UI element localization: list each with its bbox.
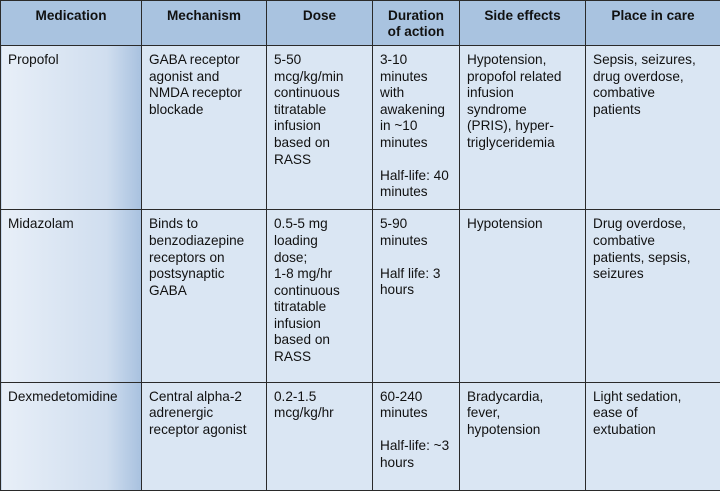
col-header-duration: Duration of action bbox=[373, 1, 460, 46]
side-effects-text: Hypotension, propofol related infusion syndrome (PRIS), hyper- triglyceridemia bbox=[467, 52, 562, 150]
place-in-care-cell bbox=[586, 210, 720, 382]
medication-cell bbox=[1, 210, 142, 382]
mechanism-cell bbox=[142, 210, 267, 382]
place-in-care-text: Light sedation, ease of extubation bbox=[593, 388, 682, 437]
duration-text: 60-240 minutes bbox=[380, 388, 428, 421]
duration-text: 5-90 minutes bbox=[380, 216, 428, 248]
dose-text: 5-50 mcg/kg/min continuous titratable infusion based on RASS bbox=[274, 52, 344, 167]
dose-cell bbox=[267, 46, 373, 210]
medication-name: Dexmedetomidine bbox=[8, 388, 118, 404]
header-row bbox=[1, 1, 720, 46]
table-row bbox=[1, 210, 720, 382]
side-effects-cell bbox=[460, 210, 586, 382]
side-effects-text: Bradycardia, fever, hypotension bbox=[467, 388, 544, 437]
medication-cell bbox=[1, 382, 142, 490]
col-header-mechanism: Mechanism bbox=[142, 1, 267, 46]
half-life-text: Half-life: ~3 hours bbox=[380, 437, 450, 470]
place-in-care-cell bbox=[586, 46, 720, 210]
medication-name: Midazolam bbox=[8, 216, 74, 232]
side-effects-cell bbox=[460, 46, 586, 210]
col-header-medication: Medication bbox=[1, 1, 142, 46]
half-life-text: Half-life: 40 minutes bbox=[380, 167, 449, 200]
table-row bbox=[1, 382, 720, 490]
dose-text: 0.2-1.5 mcg/kg/hr bbox=[274, 388, 334, 421]
mechanism-text: Central alpha-2 adrenergic receptor agonist bbox=[149, 388, 247, 437]
col-header-dose: Dose bbox=[267, 1, 373, 46]
side-effects-cell bbox=[460, 382, 586, 490]
medication-cell bbox=[1, 46, 142, 210]
duration-cell bbox=[373, 382, 460, 490]
col-header-side-effects: Side effects bbox=[460, 1, 586, 46]
mechanism-cell bbox=[142, 382, 267, 490]
dose-cell bbox=[267, 210, 373, 382]
duration-text: 3-10 minutes with awakening in ~10 minutes bbox=[380, 52, 445, 150]
duration-cell bbox=[373, 210, 460, 382]
mechanism-cell bbox=[142, 46, 267, 210]
col-header-place-in-care: Place in care bbox=[586, 1, 720, 46]
side-effects-text: Hypotension bbox=[467, 216, 543, 232]
place-in-care-text: Drug overdose, combative patients, sepsis, seizures bbox=[593, 216, 691, 282]
dose-cell bbox=[267, 382, 373, 490]
medication-name: Propofol bbox=[8, 52, 59, 67]
place-in-care-cell bbox=[586, 382, 720, 490]
dose-text: 0.5-5 mg loading dose; 1-8 mg/hr continuous titratable infusion based on RASS bbox=[274, 216, 340, 365]
duration-cell bbox=[373, 46, 460, 210]
place-in-care-text: Sepsis, seizures, drug overdose, combative patients bbox=[593, 52, 696, 117]
half-life-text: Half life: 3 hours bbox=[380, 265, 441, 298]
table-row bbox=[1, 46, 720, 210]
mechanism-text: Binds to benzodiazepine receptors on postsynaptic GABA bbox=[149, 216, 245, 298]
mechanism-text: GABA receptor agonist and NMDA receptor blockade bbox=[149, 52, 242, 117]
